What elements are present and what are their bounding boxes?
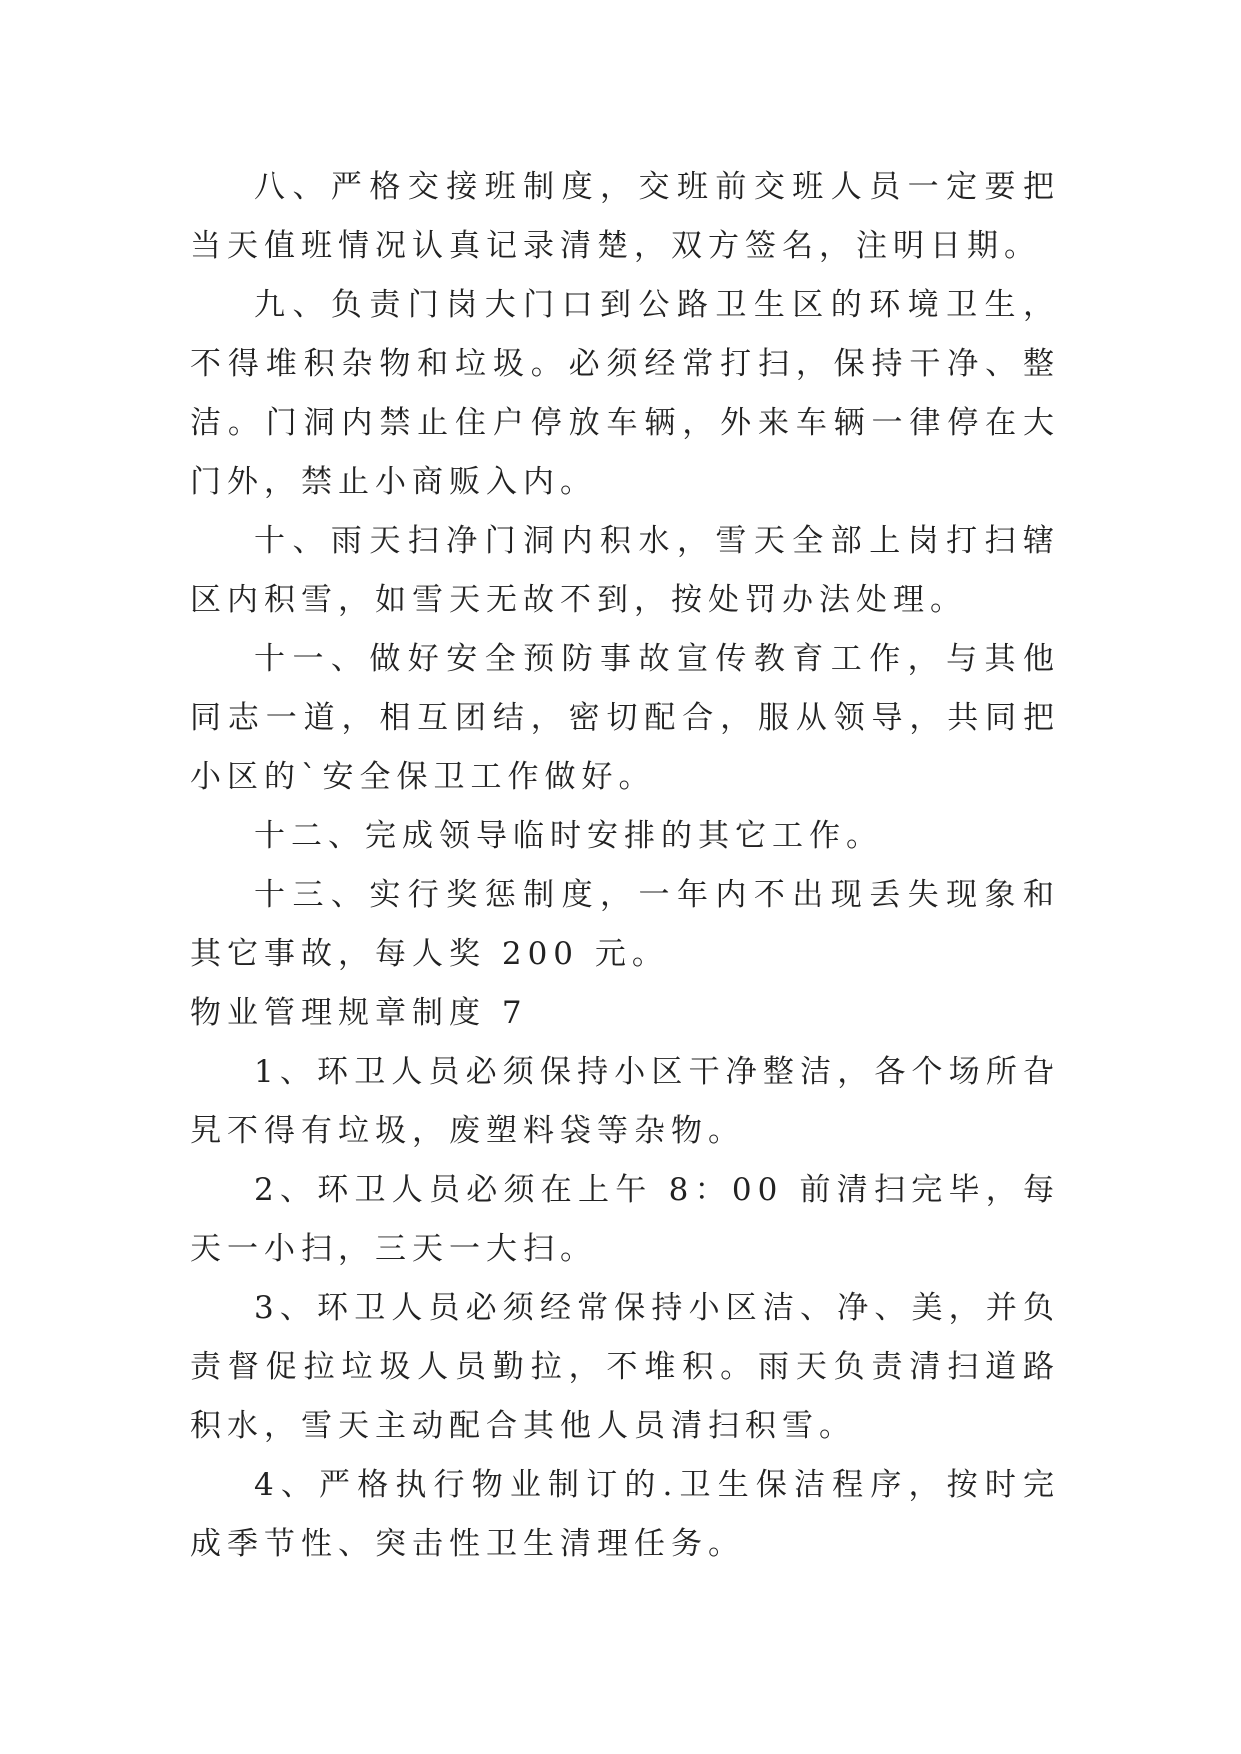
rule-item-3: 3、环卫人员必须经常保持小区洁、净、美，并负责督促拉垃圾人员勤拉，不堆积。雨天负责清扫道路积水，雪天主动配合其他人员清扫积雪。 bbox=[190, 1290, 1060, 1444]
paragraph-item-13: 十三、实行奖惩制度，一年内不出现丢失现象和其它事故，每人奖 200 元。 bbox=[190, 877, 1060, 972]
paragraph-item-12: 十二、完成领导临时安排的其它工作。 bbox=[254, 818, 883, 854]
paragraph-item-10: 十、雨天扫净门洞内积水，雪天全部上岗打扫辖区内积雪，如雪天无故不到，按处罚办法处理。 bbox=[190, 523, 1060, 618]
rule-item-2: 2、环卫人员必须在上午 8：00 前清扫完毕，每天一小扫，三天一大扫。 bbox=[190, 1172, 1060, 1267]
paragraph-item-8: 八、严格交接班制度，交班前交班人员一定要把当天值班情况认真记录清楚，双方签名，注明日期。 bbox=[190, 169, 1060, 264]
paragraph-item-9: 九、负责门岗大门口到公路卫生区的环境卫生，不得堆积杂物和垃圾。必须经常打扫，保持干净、整洁。门洞内禁止住户停放车辆，外来车辆一律停在大门外，禁止小商贩入内。 bbox=[190, 287, 1060, 500]
paragraph-item-11: 十一、做好安全预防事故宣传教育工作，与其他同志一道，相互团结，密切配合，服从领导，共同把小区的`安全保卫工作做好。 bbox=[190, 641, 1060, 795]
rule-item-4: 4、严格执行物业制订的.卫生保洁程序，按时完成季节性、突击性卫生清理任务。 bbox=[190, 1467, 1060, 1562]
rule-item-1: 1、环卫人员必须保持小区干净整洁，各个场所旮旯不得有垃圾，废塑料袋等杂物。 bbox=[190, 1054, 1060, 1149]
section-heading: 物业管理规章制度 7 bbox=[190, 995, 528, 1031]
document-body bbox=[190, 158, 1060, 1574]
